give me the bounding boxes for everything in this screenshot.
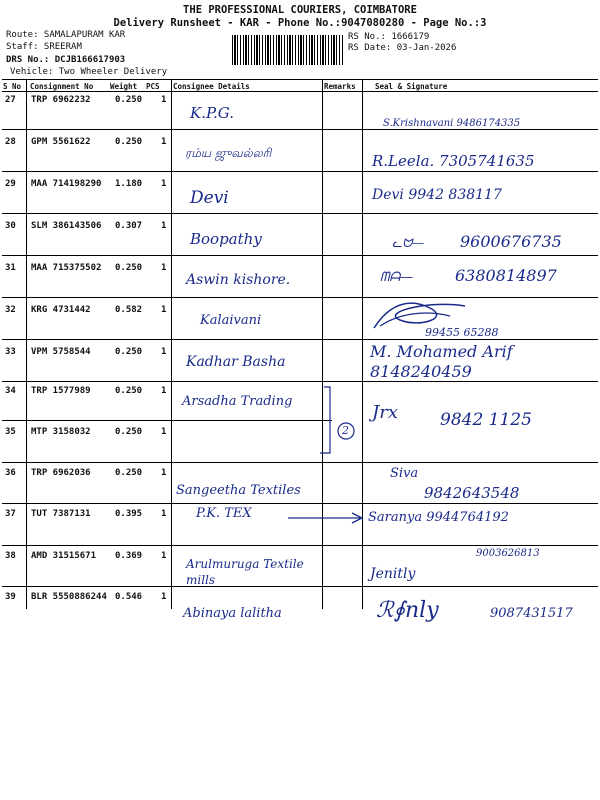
col-signature: Seal & Signature [375, 82, 448, 91]
row-sno: 28 [5, 137, 16, 147]
row-sno: 38 [5, 551, 16, 561]
row-consignment: GPM 5561622 [31, 137, 91, 147]
row-weight: 0.369 [115, 551, 143, 561]
row-pcs: 1 [161, 592, 167, 602]
row-consignee: Kadhar Basha [186, 354, 286, 370]
runsheet-title: THE PROFESSIONAL COURIERS, COIMBATORE [183, 4, 417, 16]
col-consignee: Consignee Details [173, 82, 250, 91]
row-signature: S.Krishnavani 9486174335 [383, 118, 521, 129]
row-consignee: Sangeetha Textiles [176, 483, 301, 498]
row-weight: 0.395 [115, 509, 143, 519]
remarks-mark: 2 [342, 424, 349, 437]
row-sno: 35 [5, 427, 16, 437]
staff-label: Staff: SREERAM [6, 42, 82, 52]
row-consignment: TRP 6962232 [31, 95, 91, 105]
row-pcs: 1 [161, 179, 167, 189]
row-weight: 0.250 [115, 137, 143, 147]
row-consignee: Kalaivani [200, 313, 262, 328]
rs-date: RS Date: 03-Jan-2026 [348, 43, 457, 53]
signature-scribble: Jrx [372, 402, 398, 423]
row-consignee: Devi [190, 188, 229, 208]
row-signature: M. Mohamed Arif 8148240459 [370, 342, 513, 381]
vehicle-label: Vehicle: Two Wheeler Delivery [10, 67, 168, 77]
row-consignee: ரம்ய ஜுவல்லரி [185, 146, 272, 160]
row-consignment: KRG 4731442 [31, 305, 91, 315]
row-consignment: VPM 5758544 [31, 347, 91, 357]
row-pcs: 1 [161, 509, 167, 519]
row-pcs: 1 [161, 263, 167, 273]
row-pcs: 1 [161, 347, 167, 357]
drs-label: DRS No.: DCJB166617903 [6, 55, 126, 65]
row-sno: 30 [5, 221, 16, 231]
row-consignee: Boopathy [190, 230, 262, 248]
row-consignment: TRP 6962036 [31, 468, 91, 478]
row-sno: 33 [5, 347, 16, 357]
col-weight: Weight [110, 82, 138, 91]
row-pcs: 1 [161, 551, 167, 561]
row-sno: 32 [5, 305, 16, 315]
signature-scribble: ℛ∮nly [376, 598, 439, 623]
row-signature: R.Leela. 7305741635 [372, 152, 535, 170]
barcode [232, 35, 344, 65]
row-consignee: Arsadha Trading [182, 394, 293, 409]
rs-number: RS No.: 1666179 [348, 32, 430, 42]
row-consignment: AMD 31515671 [31, 551, 97, 561]
row-consignment: SLM 386143506 [31, 221, 102, 231]
row-consignee: P.K. TEX [196, 506, 252, 521]
row-pcs: 1 [161, 386, 167, 396]
col-pcs: PCS [146, 82, 160, 91]
row-sno: 37 [5, 509, 16, 519]
row-sno: 31 [5, 263, 16, 273]
row-sno: 29 [5, 179, 16, 189]
row-pcs: 1 [161, 468, 167, 478]
row-signature: 9003626813 [476, 548, 540, 559]
route-label: Route: SAMALAPURAM KAR [6, 30, 126, 40]
row-signature: 9842643548 [424, 484, 520, 502]
row-signature: 9087431517 [490, 606, 573, 621]
row-sno: 34 [5, 386, 16, 396]
col-consignment: Consignment No [30, 82, 94, 91]
row-consignment: BLR 5550886244 [31, 592, 107, 602]
row-signature: Devi 9942 838117 [372, 187, 502, 203]
row-weight: 0.250 [115, 427, 143, 437]
col-remarks: Remarks [324, 82, 356, 91]
row-weight: 0.250 [115, 95, 143, 105]
row-weight: 0.250 [115, 347, 143, 357]
col-sno: S No [3, 82, 22, 91]
row-weight: 0.250 [115, 263, 143, 273]
row-consignment: MAA 715375502 [31, 263, 102, 273]
row-pcs: 1 [161, 221, 167, 231]
row-weight: 0.582 [115, 305, 143, 315]
arrow-icon [286, 512, 366, 524]
row-consignment: MTP 3158032 [31, 427, 91, 437]
row-consignment: TUT 7387131 [31, 509, 91, 519]
signature-scribble: Siva [390, 466, 419, 481]
row-weight: 0.546 [115, 592, 143, 602]
row-consignment: TRP 1577989 [31, 386, 91, 396]
row-pcs: 1 [161, 427, 167, 437]
signature-scribble: ᗰᗩ— [380, 270, 414, 285]
row-signature: 9600676735 [460, 232, 562, 251]
row-signature: 9842 1125 [440, 410, 532, 430]
row-sno: 27 [5, 95, 16, 105]
row-pcs: 1 [161, 95, 167, 105]
row-consignee: Arulmuruga Textile mills [186, 557, 304, 587]
row-consignee: K.P.G. [190, 104, 235, 122]
grouping-bracket [318, 385, 362, 460]
row-signature: Saranya 9944764192 [368, 510, 509, 525]
signature-scribble: Jenitly [370, 566, 416, 582]
row-consignment: MAA 714198290 [31, 179, 102, 189]
row-pcs: 1 [161, 137, 167, 147]
signature-scribble: ᓚᗢ— [392, 236, 425, 250]
row-signature: 99455 65288 [425, 326, 499, 339]
row-pcs: 1 [161, 305, 167, 315]
row-weight: 0.307 [115, 221, 143, 231]
row-signature: 6380814897 [455, 266, 557, 285]
row-sno: 39 [5, 592, 16, 602]
row-weight: 0.250 [115, 386, 143, 396]
row-weight: 0.250 [115, 468, 143, 478]
row-consignee: Abinaya lalitha [183, 606, 282, 621]
row-consignee: Aswin kishore. [186, 272, 291, 288]
runsheet-subtitle: Delivery Runsheet - KAR - Phone No.:9047080280 - Page No.:3 [113, 17, 487, 29]
row-sno: 36 [5, 468, 16, 478]
row-weight: 1.180 [115, 179, 143, 189]
